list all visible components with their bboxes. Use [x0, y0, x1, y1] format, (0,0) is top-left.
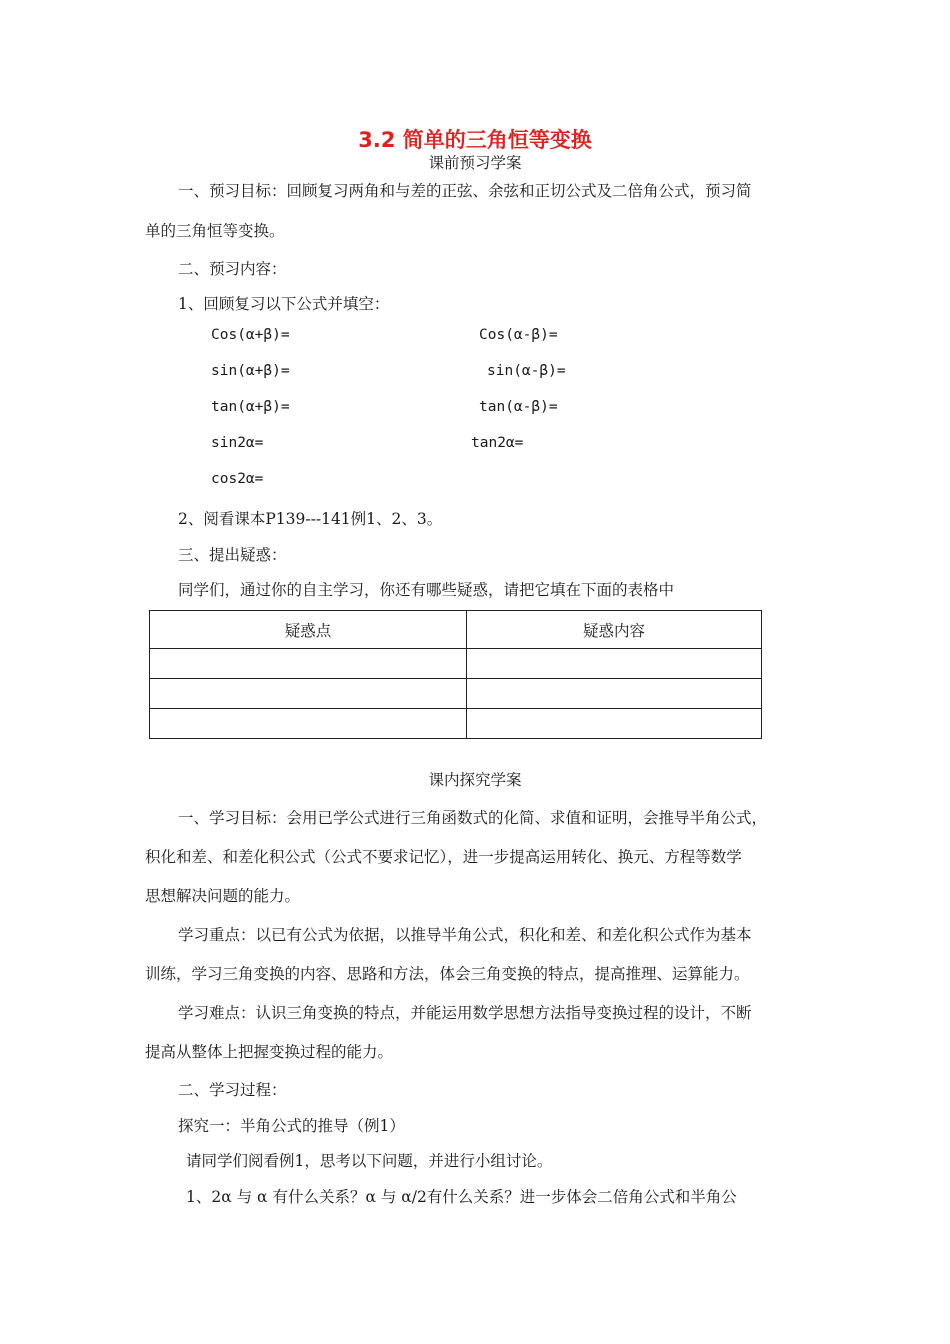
difficulty-line2: 提高从整体上把握变换过程的能力。 [145, 1043, 394, 1061]
formula-cos-minus: Cos(α-β)= [479, 327, 558, 343]
preview-content-heading: 二、预习内容： [178, 260, 287, 278]
preview-item1: 1、回顾复习以下公式并填空： [178, 295, 390, 313]
formula-sin2: sin2α= [211, 435, 264, 451]
explore-goal-line2: 积化和差、和差化积公式（公式不要求记忆），进一步提高运用转化、换元、方程等数学 [145, 848, 742, 866]
table-header-doubt-point: 疑惑点 [150, 611, 467, 649]
formula-tan-plus: tan(α+β)= [211, 399, 290, 415]
formula-sin-minus: sin(α-β)= [487, 363, 566, 379]
table-header-row [150, 611, 762, 649]
preview-goal-line2: 单的三角恒等变换。 [145, 222, 285, 240]
explore1-prompt: 请同学们阅看例1，思考以下问题，并进行小组讨论。 [186, 1152, 553, 1170]
table-cell[interactable] [150, 679, 467, 709]
table-header-doubt-content: 疑惑内容 [467, 611, 762, 649]
difficulty-line1: 学习难点：认识三角变换的特点，并能运用数学思想方法指导变换过程的设计，不断 [178, 1004, 752, 1022]
table-row [150, 679, 762, 709]
table-row [150, 649, 762, 679]
key-point-line1: 学习重点：以已有公式为依据，以推导半角公式，积化和差、和差化积公式作为基本 [178, 926, 752, 944]
formula-tan-minus: tan(α-β)= [479, 399, 558, 415]
formula-tan2: tan2α= [471, 435, 524, 451]
table-cell[interactable] [467, 649, 762, 679]
explore-heading: 课内探究学案 [428, 771, 522, 789]
explore1-title: 探究一：半角公式的推导（例1） [178, 1117, 405, 1135]
question-1: 1、2α 与 α 有什么关系？α 与 α/2有什么关系？进一步体会二倍角公式和半角公 [186, 1188, 737, 1206]
formula-sin-plus: sin(α+β)= [211, 363, 290, 379]
preview-item2: 2、阅看课本P139---141例1、2、3。 [178, 510, 443, 528]
preview-goal-line1: 一、预习目标：回顾复习两角和与差的正弦、余弦和正切公式及二倍角公式，预习简 [178, 182, 752, 200]
table-cell[interactable] [467, 679, 762, 709]
doubt-heading: 三、提出疑惑： [178, 546, 287, 564]
preview-heading: 课前预习学案 [428, 154, 522, 172]
table-cell[interactable] [150, 709, 467, 739]
page-title: 3.2 简单的三角恒等变换 [358, 128, 592, 152]
table-cell[interactable] [467, 709, 762, 739]
doubt-table [149, 610, 762, 739]
table-cell[interactable] [150, 649, 467, 679]
doubt-prompt: 同学们，通过你的自主学习，你还有哪些疑惑，请把它填在下面的表格中 [178, 581, 675, 599]
process-heading: 二、学习过程： [178, 1081, 287, 1099]
formula-cos2: cos2α= [211, 471, 264, 487]
table-row [150, 709, 762, 739]
explore-goal-line3: 思想解决问题的能力。 [145, 887, 301, 905]
explore-goal-line1: 一、学习目标：会用已学公式进行三角函数式的化简、求值和证明，会推导半角公式， [178, 809, 768, 827]
key-point-line2: 训练，学习三角变换的内容、思路和方法，体会三角变换的特点，提高推理、运算能力。 [145, 965, 750, 983]
formula-cos-plus: Cos(α+β)= [211, 327, 290, 343]
